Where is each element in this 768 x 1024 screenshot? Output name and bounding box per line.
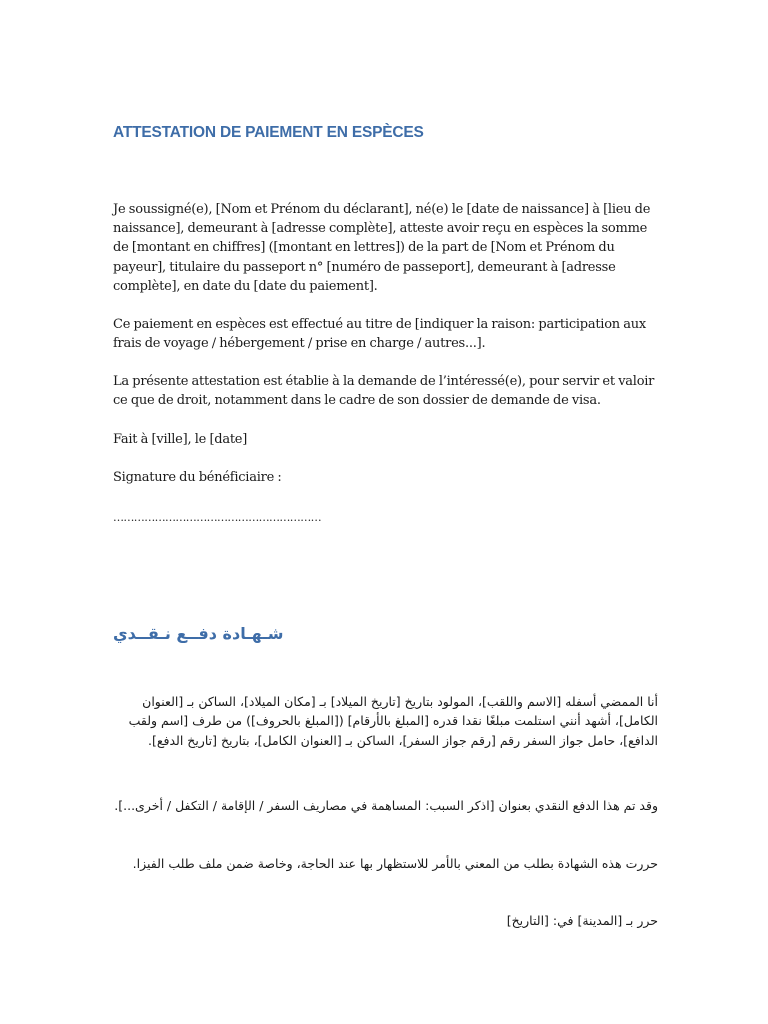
paragraph-text: أنا الممضي أسفله [الاسم واللقب]، المولود بتاريخ [تاريخ الميلاد] بـ [مكان الميلاد]، الساكن بـ [العنوان الكامل]، أشهد أنني استلمت مبلغًا نقدا قدره [المبلغ بالأرقام] ([المبلغ بالحروف]) من طرف [اسم ولقب الدافع]، حامل جواز السفر رقم [رقم جواز السفر]، الساكن بـ [العنوان الكامل]، بتاريخ [تاريخ الدفع]. <box>128 694 658 748</box>
paragraph-text: حررت هذه الشهادة بطلب من المعني بالأمر للاستظهار بها عند الحاجة، وخاصة ضمن ملف طلب الفيزا. <box>132 856 658 871</box>
signature-dots: …………………………………………………… <box>113 511 322 524</box>
french-place-date <box>113 430 658 449</box>
arabic-place-date <box>112 911 658 930</box>
paragraph-text: Ce paiement en espèces est effectué au titre de [indiquer la raison: participation aux frais de voyage / hébergement / prise en charge / autres...]. <box>113 317 646 352</box>
place-date-text: حرر بـ [المدينة] في: [التاريخ] <box>506 913 658 928</box>
french-paragraph-reason <box>113 315 658 353</box>
paragraph-text: Je soussigné(e), [Nom et Prénom du déclarant], né(e) le [date de naissance] à [lieu de naissance], demeurant à [adresse complète], atteste avoir reçu en espèces la somme de [montant en chiffres] ([montant en lettres]) de la part de [Nom et Prénom du payeur], titulaire du passeport n° [numéro de passeport], demeurant à [adresse complète], en date du [date du paiement]. <box>113 202 651 294</box>
signature-label-text: Signature du bénéficiaire : <box>113 470 282 485</box>
french-paragraph-declaration <box>113 200 658 296</box>
arabic-title: شـهـادة دفــع نـقــدي <box>113 624 284 643</box>
french-title: ATTESTATION DE PAIEMENT EN ESPÈCES <box>113 124 424 141</box>
signature-line <box>113 508 658 527</box>
arabic-paragraph-purpose <box>112 854 658 873</box>
french-paragraph-purpose <box>113 372 658 410</box>
arabic-paragraph-declaration <box>112 692 658 750</box>
french-signature-label <box>113 468 658 487</box>
paragraph-text: وقد تم هذا الدفع النقدي بعنوان [اذكر السبب: المساهمة في مصاريف السفر / الإقامة / التكفل / أخرى...]. <box>114 798 658 813</box>
arabic-paragraph-reason <box>112 796 658 815</box>
paragraph-text: La présente attestation est établie à la demande de l’intéressé(e), pour servir et valoir ce que de droit, notamment dans le cadre de son dossier de demande de visa. <box>113 374 655 409</box>
place-date-text: Fait à [ville], le [date] <box>113 432 248 447</box>
